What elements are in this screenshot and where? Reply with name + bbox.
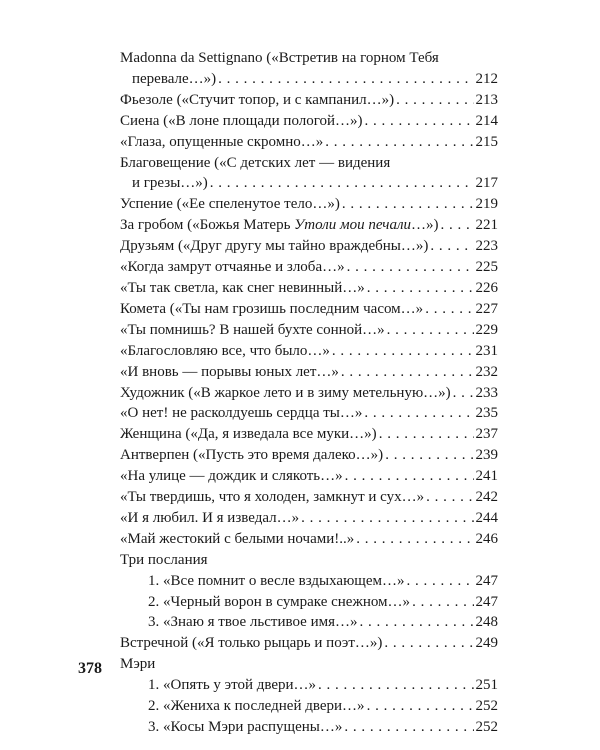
toc-entry-page: 233 — [475, 384, 498, 401]
dot-leader — [356, 529, 473, 550]
toc-entry — [120, 194, 498, 215]
toc-entry-page: 225 — [475, 259, 498, 276]
toc-entry-title-line1: Благовещение («С детских лет — видения — [120, 154, 391, 171]
toc-group-heading: Три послания — [120, 551, 208, 568]
dot-leader — [425, 299, 473, 320]
dot-leader — [364, 403, 473, 424]
toc-entry — [120, 445, 498, 466]
toc-entry-page: 219 — [475, 196, 498, 213]
dot-leader — [210, 173, 474, 194]
toc-entry-page: 232 — [475, 363, 498, 380]
toc-entry-title: 3. «Знаю я твое льстивое имя…» — [148, 614, 358, 631]
toc-entry-title: Друзьям («Друг другу мы тайно враждебны…») — [120, 238, 429, 255]
toc-entry — [120, 383, 498, 404]
toc-entry — [120, 236, 498, 257]
toc-entry-page: 213 — [475, 91, 498, 108]
toc-entry-title: «Май жестокий с белыми ночами!..» — [120, 530, 355, 547]
dot-leader — [430, 236, 473, 257]
toc-entry-title: «Благословляю все, что было…» — [120, 342, 330, 359]
dot-leader — [341, 362, 474, 383]
toc-subentry — [120, 612, 498, 633]
dot-leader — [441, 215, 474, 236]
toc-entry-title: 2. «Жениха к последней двери…» — [148, 698, 365, 715]
toc-entry-page: 252 — [475, 698, 498, 715]
toc-entry — [120, 362, 498, 383]
toc-entry-title: Женщина («Да, я изведала все муки…») — [120, 426, 377, 443]
dot-leader — [345, 466, 474, 487]
toc-entry-page: 221 — [475, 217, 498, 234]
toc-entry-page: 217 — [475, 175, 498, 192]
toc-entry — [120, 90, 498, 111]
dot-leader — [367, 278, 474, 299]
toc-entry-title: «Ты помнишь? В нашей бухте сонной…» — [120, 321, 385, 338]
toc-entry-title: «Ты так светла, как снег невинный…» — [120, 279, 365, 296]
toc-entry — [120, 424, 498, 445]
dot-leader — [325, 132, 473, 153]
dot-leader — [396, 90, 473, 111]
toc-entry-title-part: …») — [411, 217, 439, 234]
toc-entry-page: 239 — [475, 447, 498, 464]
toc-entry-page: 226 — [475, 279, 498, 296]
dot-leader — [347, 257, 474, 278]
toc-entry-page: 244 — [475, 509, 498, 526]
dot-leader — [426, 487, 473, 508]
toc-entry-page: 237 — [475, 426, 498, 443]
toc-entry-page: 229 — [475, 321, 498, 338]
toc-entry-title: «И я любил. И я изведал…» — [120, 509, 300, 526]
toc-entry-title: «На улице — дождик и слякоть…» — [120, 468, 343, 485]
toc-entry — [120, 487, 498, 508]
toc-entry-title: Антверпен («Пусть это время далеко…») — [120, 447, 384, 464]
toc-entry — [120, 215, 498, 236]
toc-entry-page: 214 — [475, 112, 498, 129]
toc-entry-page: 248 — [475, 614, 498, 631]
toc-entry-title: «И вновь — порывы юных лет…» — [120, 363, 339, 380]
dot-leader — [301, 508, 473, 529]
toc-entry — [120, 508, 498, 529]
toc-entry — [120, 48, 498, 90]
toc-entry-title: 3. «Косы Мэри распущены…» — [148, 719, 343, 735]
toc-subentry — [120, 696, 498, 717]
dot-leader — [218, 69, 473, 90]
toc-entry — [120, 341, 498, 362]
dot-leader — [342, 194, 474, 215]
toc-entry-page: 242 — [475, 489, 498, 506]
toc-entry-page: 247 — [475, 572, 498, 589]
dot-leader — [379, 424, 474, 445]
toc-entry — [120, 633, 498, 654]
toc-entry-page: 223 — [475, 238, 498, 255]
toc-entry-page: 246 — [475, 530, 498, 547]
toc-entry-page: 247 — [475, 593, 498, 610]
toc-entry — [120, 466, 498, 487]
toc-entry — [120, 278, 498, 299]
dot-leader — [385, 445, 473, 466]
toc-subentry — [120, 717, 498, 738]
toc-entry-page: 251 — [475, 677, 498, 694]
dot-leader — [367, 696, 474, 717]
toc-entry-title-part: За гробом («Божья Матерь — [120, 217, 295, 234]
toc-entry — [120, 299, 498, 320]
toc-entry — [120, 403, 498, 424]
toc-entry-page: 215 — [475, 133, 498, 150]
dot-leader — [453, 383, 474, 404]
toc-entry-page: 212 — [475, 70, 498, 87]
dot-leader — [384, 633, 473, 654]
table-of-contents — [120, 48, 498, 738]
toc-entry-title: и грезы…») — [132, 175, 208, 192]
toc-entry-title: Фьезоле («Стучит топор, и с кампанил…») — [120, 91, 395, 108]
toc-entry-title: перевале…») — [132, 70, 217, 87]
toc-entry-page: 241 — [475, 468, 498, 485]
toc-entry-title: Комета («Ты нам грозишь последним часом…» — [120, 300, 424, 317]
toc-subentry — [120, 592, 498, 613]
toc-entry-title: «Ты твердишь, что я холоден, замкнут и сух…» — [120, 489, 425, 506]
page-number: 378 — [78, 660, 102, 677]
dot-leader — [318, 675, 473, 696]
toc-entry-title: 1. «Все помнит о весле вздыхающем…» — [148, 572, 405, 589]
toc-entry-title: Сиена («В лоне площади пологой…») — [120, 112, 363, 129]
dot-leader — [332, 341, 474, 362]
toc-subentry — [120, 675, 498, 696]
toc-entry-page: 231 — [475, 342, 498, 359]
dot-leader — [360, 612, 474, 633]
dot-leader — [344, 717, 473, 738]
toc-entry-title: «Когда замрут отчаянье и злоба…» — [120, 259, 345, 276]
toc-entry-title: 2. «Черный ворон в сумраке снежном…» — [148, 593, 411, 610]
toc-group-heading: Мэри — [120, 656, 156, 673]
toc-entry-title: «О нет! не расколдуешь сердца ты…» — [120, 405, 363, 422]
toc-entry-title: Успение («Ее спеленутое тело…») — [120, 196, 340, 213]
toc-entry — [120, 132, 498, 153]
toc-entry-title: Встречной («Я только рыцарь и поэт…») — [120, 635, 383, 652]
toc-entry — [120, 257, 498, 278]
toc-entry-title: «Глаза, опущенные скромно…» — [120, 133, 324, 150]
dot-leader — [407, 571, 474, 592]
toc-entry — [120, 320, 498, 341]
toc-entry-title-italic: Утоли мои печали — [294, 217, 411, 234]
dot-leader — [365, 111, 474, 132]
toc-entry — [120, 529, 498, 550]
toc-entry-page: 252 — [475, 719, 498, 735]
toc-entry — [120, 111, 498, 132]
toc-entry-title — [120, 215, 439, 236]
toc-entry-title: 1. «Опять у этой двери…» — [148, 677, 317, 694]
toc-entry-page: 227 — [475, 300, 498, 317]
toc-entry-page: 235 — [475, 405, 498, 422]
dot-leader — [412, 592, 473, 613]
toc-entry-title: Художник («В жаркое лето и в зиму метельную…») — [120, 384, 451, 401]
toc-entry-title-line1: Madonna da Settignano («Встретив на горном Тебя — [120, 50, 439, 66]
dot-leader — [387, 320, 474, 341]
toc-entry-page: 249 — [475, 635, 498, 652]
toc-subentry — [120, 571, 498, 592]
toc-entry — [120, 153, 498, 195]
